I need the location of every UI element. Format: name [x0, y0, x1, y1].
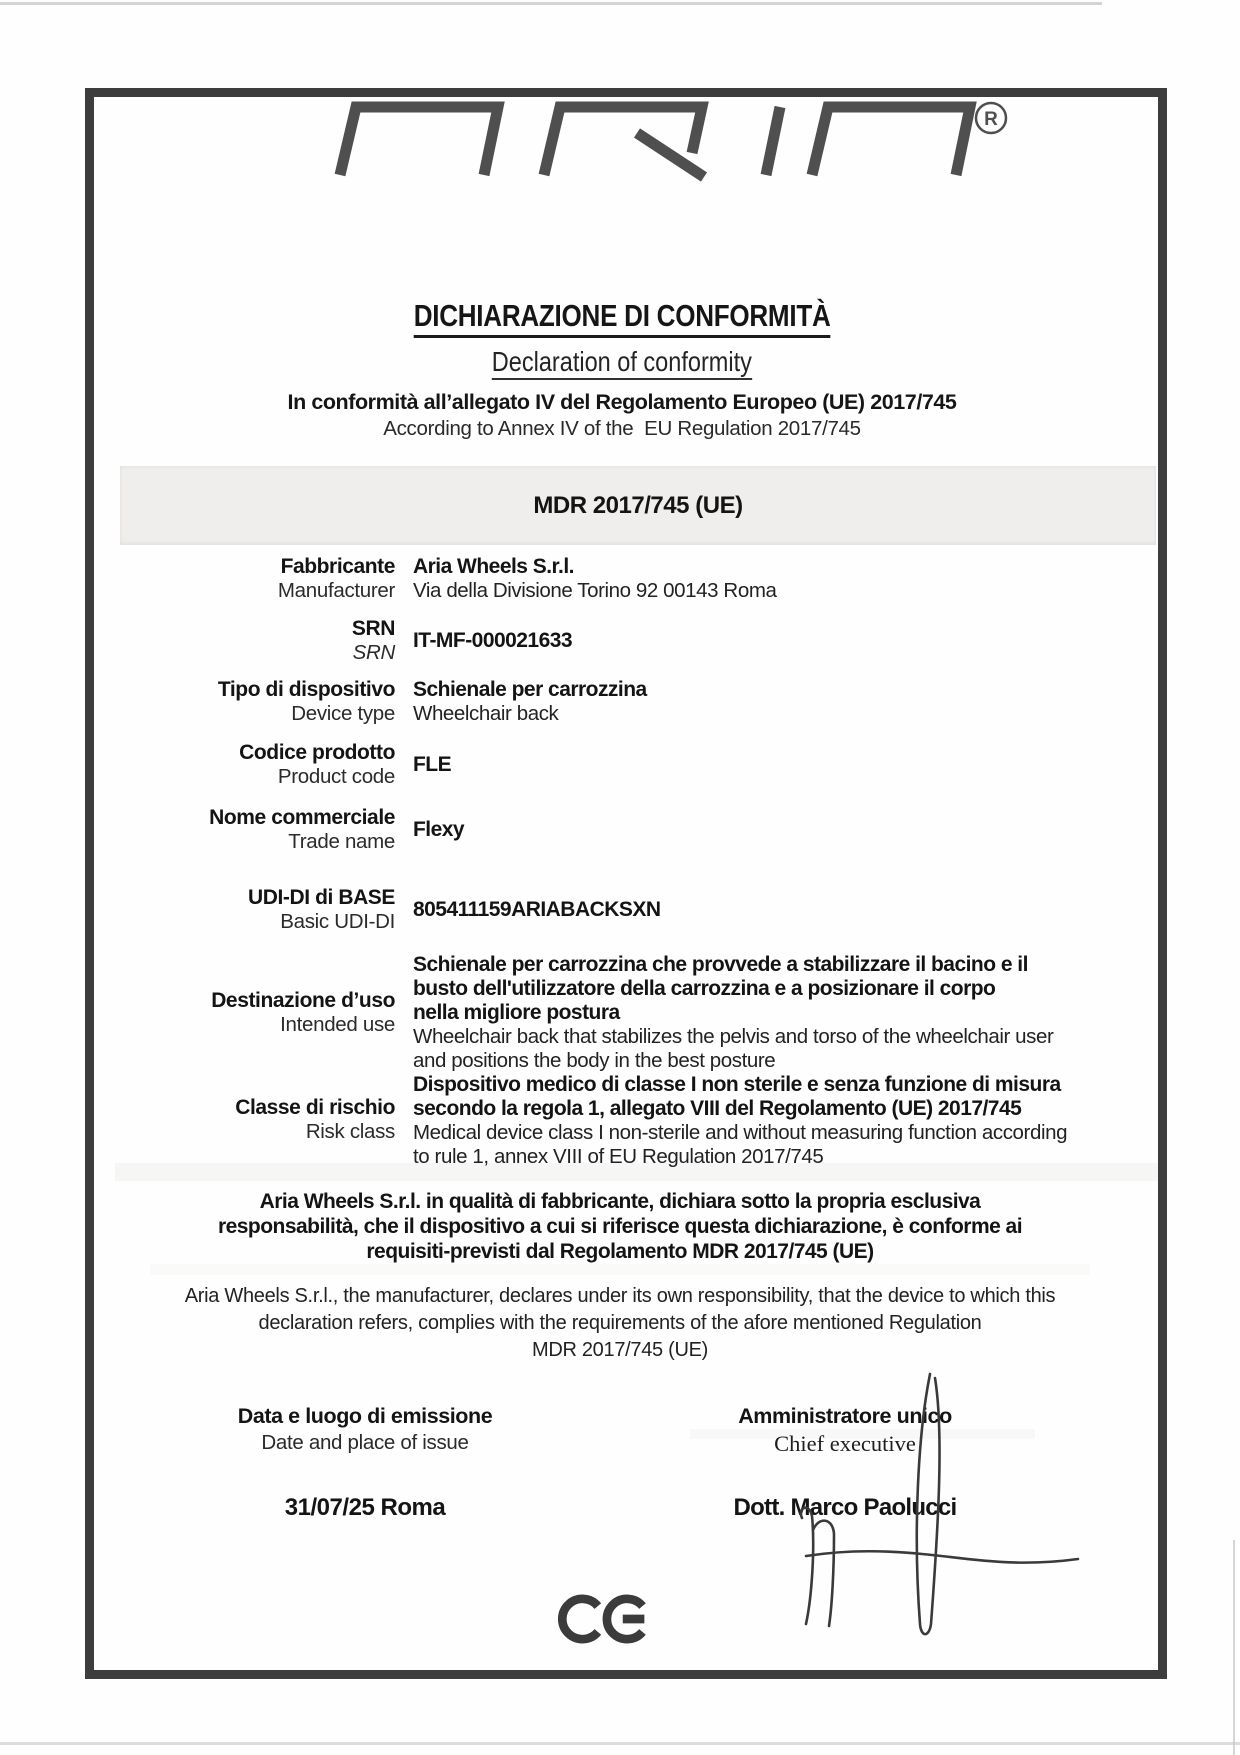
product-code-label-it: Codice prodotto	[239, 741, 395, 764]
basic-udi-value: 805411159ARIABACKSXN	[413, 897, 661, 921]
issue-block	[200, 1402, 530, 1456]
srn-value: IT-MF-000021633	[413, 628, 573, 652]
document-title-english: Declaration of conformity	[492, 346, 752, 380]
regulation-band-text: MDR 2017/745 (UE)	[533, 492, 743, 519]
intended-use-label-en: Intended use	[280, 1013, 395, 1036]
intended-use-en-line: and positions the body in the best posture	[413, 1049, 776, 1072]
scan-artifact-top	[0, 2, 1102, 5]
risk-class-it-line: Dispositivo medico di classe I non sterile e senza funzione di misura	[413, 1073, 1061, 1096]
signatory-name: Dott. Marco Paolucci	[733, 1494, 957, 1521]
intended-use-it-line: nella migliore postura	[413, 1001, 620, 1024]
issue-label-en: Date and place of issue	[261, 1431, 469, 1454]
product-code-value: FLE	[413, 752, 452, 776]
field-row-product-code	[94, 741, 1150, 788]
manufacturer-label-en: Manufacturer	[277, 579, 395, 602]
scan-artifact-bottom	[0, 1742, 1240, 1745]
field-row-risk-class	[94, 1073, 1150, 1169]
field-row-device-type	[94, 678, 1150, 726]
signatory-role-it: Amministratore unico	[738, 1404, 952, 1428]
product-code-label-en: Product code	[277, 765, 395, 788]
declaration-en-line: MDR 2017/745 (UE)	[531, 1339, 709, 1361]
signatory-role-en: Chief executive	[774, 1431, 916, 1456]
intended-use-label-it: Destinazione d’uso	[211, 989, 395, 1012]
declaration-it-line: Aria Wheels S.r.l. in qualità di fabbricante, dichiara sotto la propria esclusiva	[259, 1190, 981, 1213]
intended-use-it-line: Schienale per carrozzina che provvede a stabilizzare il bacino e il	[413, 953, 1028, 976]
device-type-label-it: Tipo di dispositivo	[217, 678, 395, 701]
basic-udi-label-it: UDI-DI di BASE	[248, 886, 395, 909]
issue-label-it: Data e luogo di emissione	[237, 1404, 493, 1428]
declaration-en-line: declaration refers, complies with the requirements of the afore mentioned Regulation	[258, 1312, 982, 1334]
field-row-intended-use	[94, 953, 1150, 1073]
issue-date-place: 31/07/25 Roma	[284, 1494, 446, 1521]
device-type-value-en: Wheelchair back	[413, 702, 559, 725]
field-row-trade-name	[94, 806, 1150, 853]
regulation-band	[120, 466, 1156, 545]
field-row-srn	[94, 617, 1150, 664]
aria-wheels-logo	[330, 99, 1010, 183]
device-type-value-it: Schienale per carrozzina	[413, 678, 647, 701]
trade-name-value: Flexy	[413, 817, 465, 841]
document-title-italian: DICHIARAZIONE DI CONFORMITÀ	[414, 299, 831, 338]
declaration-it-line: responsabilità, che il dispositivo a cui si riferisce questa dichiarazione, è conforme ai	[217, 1215, 1023, 1238]
device-type-label-en: Device type	[291, 702, 395, 725]
manufacturer-label-it: Fabbricante	[280, 555, 395, 578]
subtitle-english: According to Annex IV of the EU Regulation 2017/745	[383, 417, 861, 440]
manufacturer-address: Via della Divisione Torino 92 00143 Roma	[413, 579, 777, 602]
risk-class-label-en: Risk class	[305, 1120, 395, 1143]
svg-text:R: R	[984, 109, 998, 130]
risk-class-label-it: Classe di rischio	[235, 1096, 395, 1119]
registered-trademark-icon	[976, 103, 1006, 133]
field-row-manufacturer	[94, 555, 1150, 603]
trade-name-label-it: Nome commerciale	[209, 806, 395, 829]
scan-artifact-right	[1233, 1540, 1235, 1755]
intended-use-en-line: Wheelchair back that stabilizes the pelvis and torso of the wheelchair user	[413, 1025, 1054, 1048]
risk-class-it-line: secondo la regola 1, allegato VIII del Regolamento (UE) 2017/745	[413, 1097, 1022, 1120]
intended-use-it-line: busto dell'utilizzatore della carrozzina e a posizionare il corpo	[413, 977, 996, 1000]
declaration-english	[115, 1283, 1125, 1364]
field-row-basic-udi	[94, 886, 1150, 933]
manufacturer-name: Aria Wheels S.r.l.	[413, 555, 574, 578]
srn-label-it: SRN	[351, 617, 395, 640]
declaration-italian	[120, 1189, 1120, 1264]
srn-label-en: SRN	[352, 641, 395, 664]
trade-name-label-en: Trade name	[288, 830, 395, 853]
declaration-en-line: Aria Wheels S.r.l., the manufacturer, declares under its own responsibility, that the device to which this	[184, 1285, 1056, 1307]
basic-udi-label-en: Basic UDI-DI	[280, 910, 395, 933]
signature	[772, 1372, 1082, 1650]
risk-class-en-line: to rule 1, annex VIII of EU Regulation 2017/745	[413, 1145, 824, 1168]
subtitle-italian: In conformità all’allegato IV del Regolamento Europeo (UE) 2017/745	[287, 390, 957, 414]
declaration-it-line: requisiti-previsti dal Regolamento MDR 2017/745 (UE)	[366, 1240, 874, 1263]
risk-class-en-line: Medical device class I non-sterile and without measuring function according	[413, 1121, 1068, 1144]
ce-mark-icon	[558, 1584, 653, 1654]
